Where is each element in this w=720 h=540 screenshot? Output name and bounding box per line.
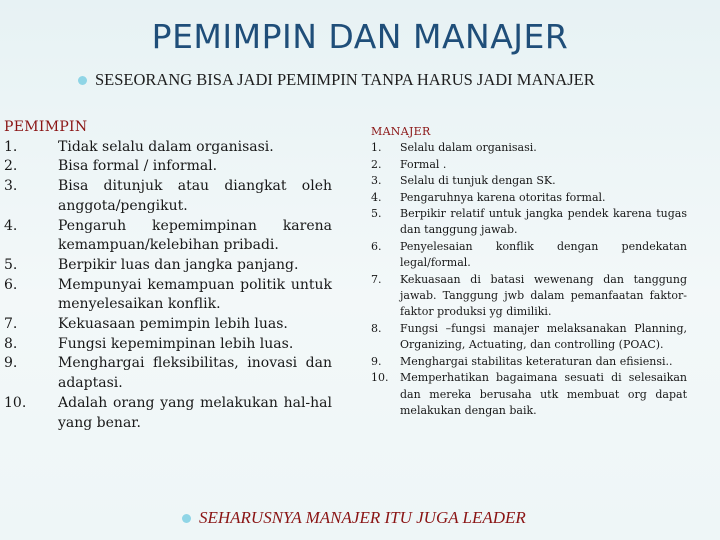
item-number: 10. [371, 371, 389, 385]
item-text: Kekuasaan pemimpin lebih luas. [58, 316, 288, 333]
item-text: Kekuasaan di batasi wewenang dan tanggung jawab. Tanggung jwb dalam pemanfaatan faktor-faktor produksi yg dimiliki. [400, 272, 687, 319]
list-item [371, 272, 687, 321]
item-number: 4. [4, 217, 18, 234]
manajer-list [371, 140, 687, 419]
bullet-icon [182, 514, 191, 523]
list-item [371, 370, 687, 419]
list-item [371, 239, 687, 272]
item-text: Pengaruhnya karena otoritas formal. [400, 190, 606, 204]
list-item [4, 177, 332, 216]
list-item [4, 157, 332, 177]
item-text: Penyelesaian konflik dengan pendekatan legal/formal. [400, 239, 687, 270]
item-text: Bisa formal / informal. [58, 158, 218, 175]
item-text: Tidak selalu dalam organisasi. [58, 138, 274, 155]
list-item [4, 394, 332, 433]
item-number: 1. [371, 141, 382, 155]
item-number: 5. [4, 256, 18, 273]
item-text: Selalu di tunjuk dengan SK. [400, 174, 556, 188]
slide-title: PEMIMPIN DAN MANAJER [151, 17, 569, 56]
list-item [4, 335, 332, 355]
item-text: Memperhatikan bagaimana sesuati di selesaikan dan mereka berusaha utk membuat org dapat melakukan dengan baik. [400, 371, 687, 417]
item-text: Adalah orang yang melakukan hal-hal yang benar. [58, 394, 332, 431]
conclusion-bullet-row [182, 508, 682, 528]
item-text: Fungsi –fungsi manajer melaksanakan Planning, Organizing, Actuating, dan controlling (POAC). [400, 321, 687, 352]
item-number: 2. [4, 158, 18, 175]
list-item [371, 190, 687, 206]
list-item [4, 315, 332, 335]
manajer-column [371, 124, 687, 419]
item-text: Fungsi kepemimpinan lebih luas. [58, 335, 294, 352]
item-number: 9. [4, 355, 18, 372]
item-number: 9. [371, 354, 382, 368]
item-text: Formal . [400, 157, 447, 171]
item-number: 3. [4, 178, 18, 195]
item-number: 7. [371, 272, 382, 286]
item-number: 10. [4, 394, 27, 411]
item-number: 6. [371, 239, 382, 253]
item-text: Berpikir luas dan jangka panjang. [58, 256, 299, 273]
list-item [4, 276, 332, 315]
conclusion-text: SEHARUSNYA MANAJER ITU JUGA LEADER [199, 508, 526, 527]
list-item [371, 206, 687, 239]
list-item [371, 173, 687, 189]
item-number: 6. [4, 276, 18, 293]
item-text: Mempunyai kemampuan politik untuk menyelesaikan konflik. [58, 276, 332, 313]
item-number: 4. [371, 190, 382, 204]
item-text: Pengaruh kepemimpinan karena kemampuan/kelebihan pribadi. [58, 217, 332, 254]
item-number: 3. [371, 174, 382, 188]
list-item [4, 354, 332, 393]
item-text: Selalu dalam organisasi. [400, 141, 537, 155]
item-number: 8. [371, 321, 382, 335]
list-item [4, 138, 332, 158]
list-item [371, 321, 687, 354]
list-item [371, 157, 687, 173]
bullet-icon [78, 76, 87, 85]
item-number: 1. [4, 138, 18, 155]
item-text: Bisa ditunjuk atau diangkat oleh anggota/pengikut. [58, 178, 332, 214]
pemimpin-heading: PEMIMPIN [4, 119, 88, 135]
list-item [371, 354, 687, 370]
item-text: Berpikir relatif untuk jangka pendek karena tugas dan tanggung jawab. [400, 207, 687, 237]
subtitle-text: SESEORANG BISA JADI PEMIMPIN TANPA HARUS JADI MANAJER [95, 70, 595, 89]
item-number: 7. [4, 316, 18, 333]
list-item [371, 140, 687, 156]
item-number: 2. [371, 157, 382, 171]
manajer-heading: MANAJER [371, 125, 431, 138]
item-text: Menghargai stabilitas keteraturan dan efisiensi.. [400, 354, 673, 368]
list-item [4, 256, 332, 276]
item-number: 8. [4, 335, 18, 352]
item-text: Menghargai fleksibilitas, inovasi dan adaptasi. [58, 355, 332, 392]
subtitle-bullet-row [78, 70, 698, 90]
pemimpin-column [4, 118, 332, 433]
pemimpin-list [4, 138, 332, 434]
item-number: 5. [371, 207, 382, 221]
list-item [4, 217, 332, 256]
